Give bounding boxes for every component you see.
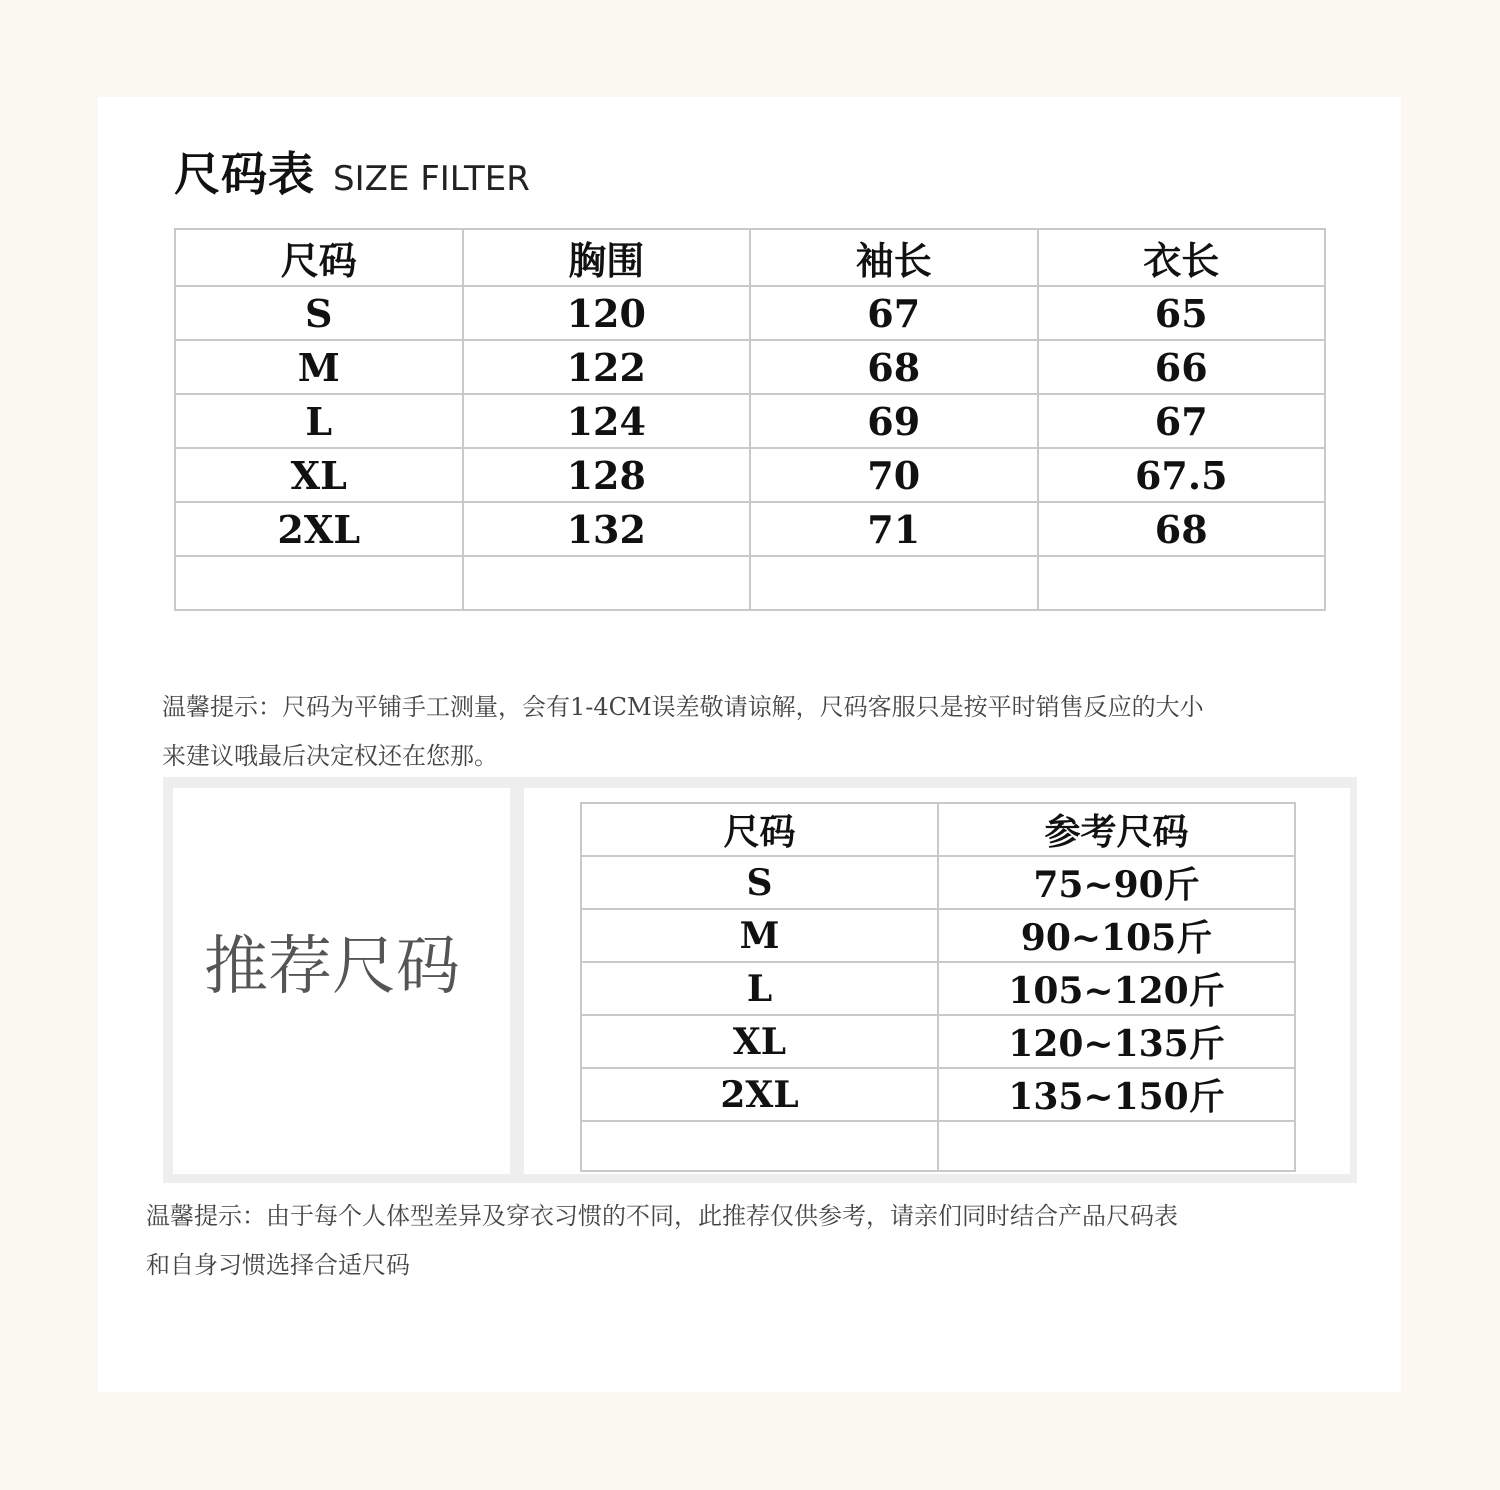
cell-size: 2XL <box>175 502 463 556</box>
table-row <box>581 962 1295 1015</box>
cell-size: S <box>175 286 463 340</box>
cell-weight: 75~90斤 <box>938 856 1295 909</box>
cell-empty <box>1038 556 1326 610</box>
cell-size: 2XL <box>581 1068 938 1121</box>
cell-size: XL <box>581 1015 938 1068</box>
cell-size: L <box>175 394 463 448</box>
cell-length: 68 <box>1038 502 1326 556</box>
title-chinese: 尺码表 <box>174 147 315 201</box>
cell-chest: 122 <box>463 340 751 394</box>
note-line: 温馨提示：由于每个人体型差异及穿衣习惯的不同，此推荐仅供参考，请亲们同时结合产品尺码表 <box>146 1202 1178 1230</box>
cell-size: L <box>581 962 938 1015</box>
measurement-note <box>162 683 1204 781</box>
header-sleeve: 袖长 <box>750 229 1038 286</box>
cell-sleeve: 68 <box>750 340 1038 394</box>
note-line: 温馨提示：尺码为平铺手工测量，会有1-4CM误差敬请谅解，尺码客服只是按平时销售反应的大小 <box>162 693 1204 721</box>
cell-length: 65 <box>1038 286 1326 340</box>
table-header-row <box>581 803 1295 856</box>
table-row <box>581 909 1295 962</box>
table-row <box>175 340 1325 394</box>
cell-chest: 124 <box>463 394 751 448</box>
cell-size: M <box>581 909 938 962</box>
table-row <box>581 1015 1295 1068</box>
recommend-label: 推荐尺码 <box>204 930 460 1004</box>
table-row <box>175 448 1325 502</box>
cell-chest: 120 <box>463 286 751 340</box>
table-empty-row <box>175 556 1325 610</box>
note-line: 和自身习惯选择合适尺码 <box>146 1251 410 1279</box>
cell-weight: 90~105斤 <box>938 909 1295 962</box>
cell-chest: 132 <box>463 502 751 556</box>
header-reference-weight: 参考尺码 <box>938 803 1295 856</box>
table-row <box>581 1068 1295 1121</box>
header-length: 衣长 <box>1038 229 1326 286</box>
cell-sleeve: 67 <box>750 286 1038 340</box>
title-english: SIZE FILTER <box>333 159 530 199</box>
cell-sleeve: 70 <box>750 448 1038 502</box>
cell-length: 66 <box>1038 340 1326 394</box>
cell-sleeve: 69 <box>750 394 1038 448</box>
table-row <box>581 856 1295 909</box>
cell-empty <box>938 1121 1295 1171</box>
cell-weight: 120~135斤 <box>938 1015 1295 1068</box>
cell-size: M <box>175 340 463 394</box>
cell-sleeve: 71 <box>750 502 1038 556</box>
cell-weight: 135~150斤 <box>938 1068 1295 1121</box>
recommend-table <box>580 802 1296 1172</box>
table-row <box>175 502 1325 556</box>
cell-empty <box>581 1121 938 1171</box>
header-size: 尺码 <box>175 229 463 286</box>
table-row <box>175 394 1325 448</box>
cell-empty <box>463 556 751 610</box>
cell-empty <box>750 556 1038 610</box>
header-chest: 胸围 <box>463 229 751 286</box>
recommend-note <box>146 1192 1178 1290</box>
cell-length: 67.5 <box>1038 448 1326 502</box>
note-line: 来建议哦最后决定权还在您那。 <box>162 742 498 770</box>
cell-size: S <box>581 856 938 909</box>
table-empty-row <box>581 1121 1295 1171</box>
cell-weight: 105~120斤 <box>938 962 1295 1015</box>
table-row <box>175 286 1325 340</box>
size-table <box>174 228 1326 611</box>
cell-empty <box>175 556 463 610</box>
cell-length: 67 <box>1038 394 1326 448</box>
page-title <box>174 138 530 204</box>
cell-chest: 128 <box>463 448 751 502</box>
header-size: 尺码 <box>581 803 938 856</box>
table-header-row <box>175 229 1325 286</box>
cell-size: XL <box>175 448 463 502</box>
